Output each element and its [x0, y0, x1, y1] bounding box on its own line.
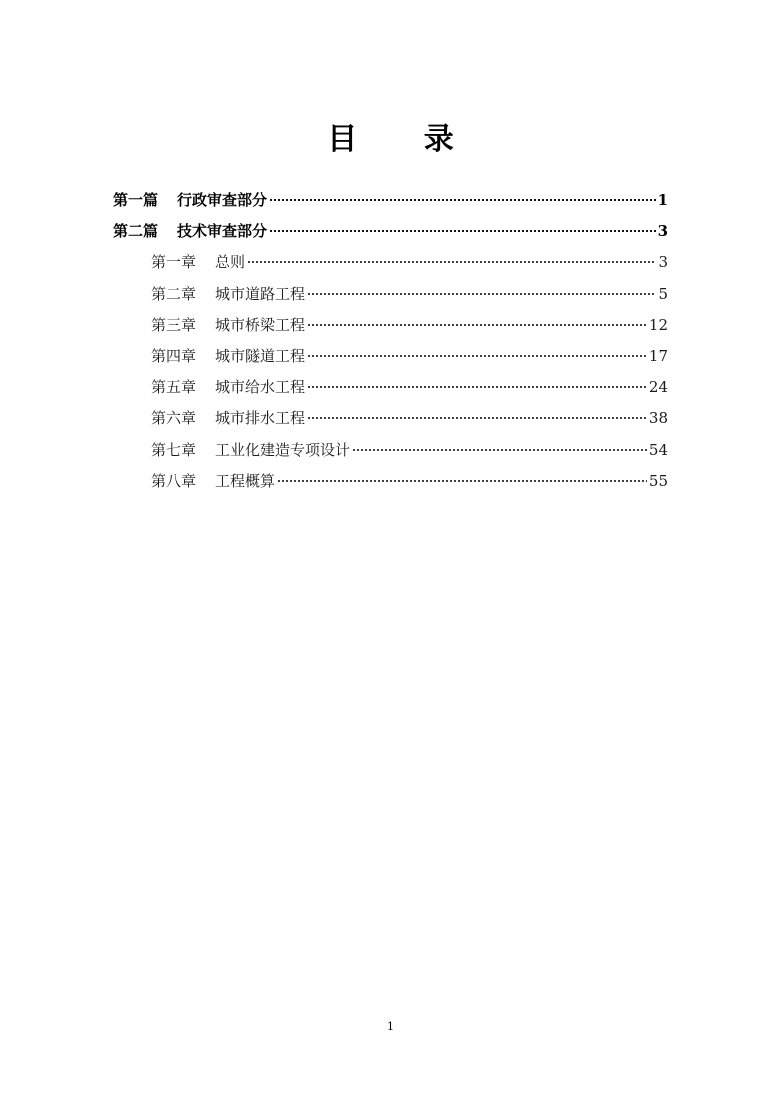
toc-leader-dots	[269, 192, 656, 202]
toc-page-number: 5	[658, 284, 668, 303]
toc-page-number: 55	[648, 471, 668, 490]
toc-leader-dots	[269, 223, 656, 233]
toc-chapter-title: 城市隧道工程	[215, 346, 306, 365]
toc-chapter-label: 第一章	[151, 253, 197, 272]
toc-chapter-title: 总则	[215, 253, 246, 272]
toc-chapter-label: 第七章	[151, 440, 197, 459]
toc-chapter-entry[interactable]	[113, 466, 668, 497]
toc-chapter-title: 城市道路工程	[215, 284, 306, 303]
toc-part-title: 技术审查部分	[177, 222, 268, 241]
toc-leader-dots	[247, 254, 656, 264]
toc-page-number: 54	[648, 440, 668, 459]
toc-chapter-title: 城市桥梁工程	[215, 315, 306, 334]
toc-leader-dots	[277, 473, 647, 483]
toc-leader-dots	[307, 410, 647, 420]
toc-leader-dots	[307, 348, 647, 358]
toc-part-title: 行政审查部分	[177, 191, 268, 209]
toc-leader-dots	[307, 317, 647, 327]
toc-chapter-entry[interactable]	[113, 435, 668, 466]
toc-chapter-label: 第三章	[151, 315, 197, 334]
toc-chapter-title: 城市给水工程	[215, 378, 306, 397]
toc-leader-dots	[307, 286, 656, 296]
page-title: 目 录	[327, 122, 482, 157]
toc-page-number: 17	[648, 346, 668, 365]
toc-chapter-entry[interactable]	[113, 279, 668, 310]
toc-chapter-entry[interactable]	[113, 403, 668, 434]
toc-chapter-label: 第二章	[151, 284, 197, 303]
toc-leader-dots	[307, 379, 647, 389]
toc-chapter-label: 第五章	[151, 378, 197, 397]
toc-chapter-entry[interactable]	[113, 310, 668, 341]
toc-leader-dots	[352, 442, 647, 452]
toc-chapter-entry[interactable]	[113, 372, 668, 403]
toc-chapter-entry[interactable]	[113, 247, 668, 278]
toc-chapter-label: 第四章	[151, 346, 197, 365]
toc-chapter-title: 工业化建造专项设计	[215, 440, 351, 459]
toc-chapter-entry[interactable]	[113, 341, 668, 372]
toc-page-number: 3	[658, 253, 668, 272]
toc-chapter-title: 工程概算	[215, 471, 276, 490]
page-number: 1	[387, 1020, 394, 1033]
toc-page-number: 1	[657, 191, 668, 209]
toc-chapter-label: 第八章	[151, 471, 197, 490]
toc-part-entry[interactable]	[113, 216, 668, 247]
toc-page-number: 38	[648, 409, 668, 428]
toc-chapter-label: 第六章	[151, 409, 197, 428]
table-of-contents	[113, 185, 668, 497]
toc-page-number: 24	[648, 378, 668, 397]
toc-part-entry[interactable]	[113, 185, 668, 216]
toc-part-label: 第一篇	[113, 191, 159, 209]
toc-page-number: 12	[648, 315, 668, 334]
toc-part-label: 第二篇	[113, 222, 159, 241]
toc-page-number: 3	[657, 222, 668, 241]
toc-chapter-title: 城市排水工程	[215, 409, 306, 428]
